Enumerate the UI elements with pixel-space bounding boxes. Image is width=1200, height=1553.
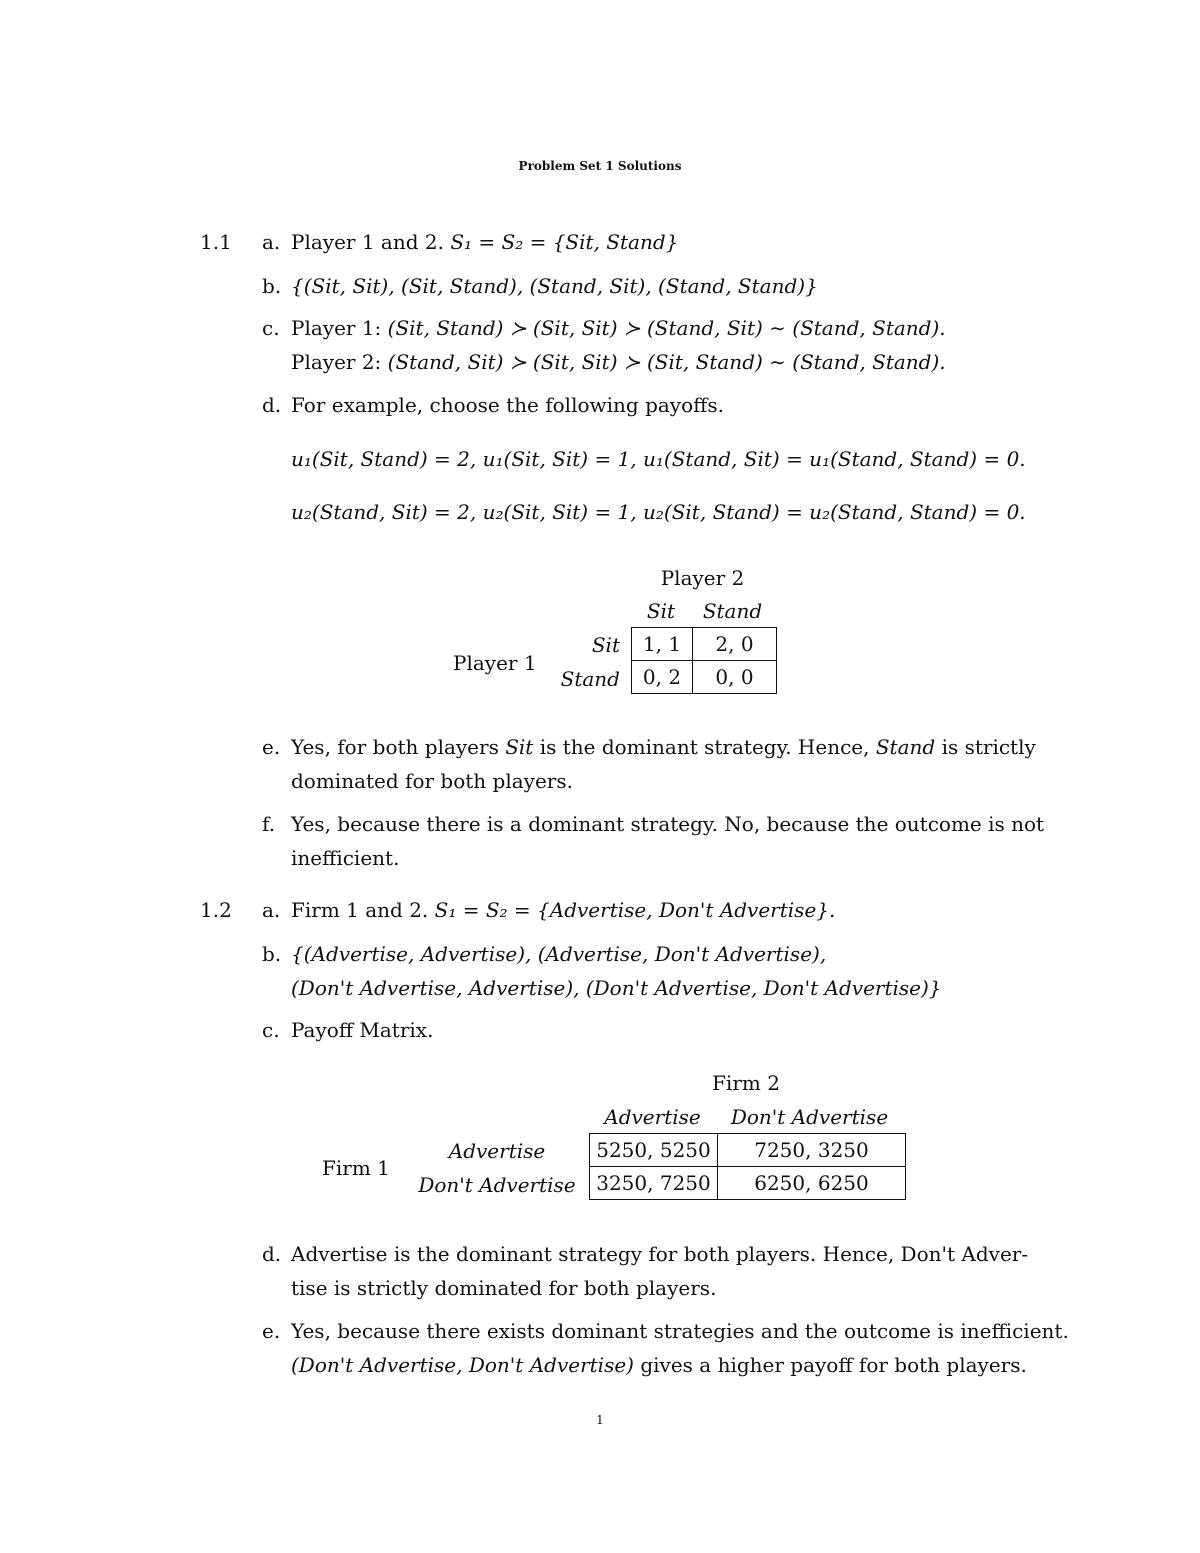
item-1-1-c-line1 — [291, 318, 946, 338]
item-1-1-f-line2: inefficient. — [291, 846, 400, 870]
row-label: Sit — [591, 633, 620, 657]
item-marker: b. — [262, 942, 282, 966]
row-player-label: Player 1 — [453, 651, 537, 675]
preference-ordering: (Sit, Stand) ≻ (Sit, Sit) ≻ (Stand, Sit) ∼ (Stand, Stand). — [387, 316, 946, 340]
item-1-1-a — [291, 232, 678, 252]
item-1-2-c: Payoff Matrix. — [291, 1018, 434, 1042]
column-label: Don't Advertise — [730, 1105, 889, 1129]
item-text: is the dominant strategy. Hence, — [539, 735, 870, 759]
item-1-2-e-line2 — [291, 1355, 1027, 1375]
item-1-2-b-line2: (Don't Advertise, Advertise), (Don't Advertise, Don't Advertise)} — [291, 976, 942, 1000]
item-1-2-a — [291, 900, 835, 920]
item-text: Yes, for both players — [291, 735, 499, 759]
item-1-1-f-line1: Yes, because there is a dominant strategy. No, because the outcome is not — [291, 812, 1045, 836]
column-player-label: Firm 2 — [712, 1071, 780, 1095]
page-title: Problem Set 1 Solutions — [518, 159, 682, 173]
item-marker: a. — [262, 898, 281, 922]
item-1-2-d-line2: tise is strictly dominated for both players. — [291, 1276, 717, 1300]
item-1-2-d-line1: Advertise is the dominant strategy for both players. Hence, Don't Adver- — [291, 1242, 1029, 1266]
row-label: Stand — [560, 667, 620, 691]
item-1-1-b: {(Sit, Sit), (Sit, Stand), (Stand, Sit), (Stand, Stand)} — [291, 274, 818, 298]
preference-ordering: (Stand, Sit) ≻ (Sit, Sit) ≻ (Sit, Stand) ∼ (Stand, Stand). — [387, 350, 946, 374]
item-marker: d. — [262, 1242, 282, 1266]
row-label: Advertise — [448, 1139, 546, 1163]
payoff-cell: 1, 1 — [632, 628, 693, 661]
payoff-cell: 2, 0 — [693, 628, 777, 661]
item-marker: c. — [262, 316, 280, 340]
strategy-profile: (Don't Advertise, Don't Advertise) — [291, 1353, 634, 1377]
item-text: Player 1 and 2. — [291, 230, 444, 254]
item-marker: d. — [262, 393, 282, 417]
item-1-2-e-line1: Yes, because there exists dominant strategies and the outcome is inefficient. — [291, 1319, 1069, 1343]
item-marker: c. — [262, 1018, 280, 1042]
math-expression: S₁ = S₂ = {Advertise, Don't Advertise}. — [434, 898, 836, 922]
item-marker: f. — [262, 812, 276, 836]
column-label: Stand — [702, 599, 763, 623]
item-1-1-d: For example, choose the following payoffs. — [291, 393, 724, 417]
item-1-2-b-line1: {(Advertise, Advertise), (Advertise, Don't Advertise), — [291, 942, 827, 966]
item-marker: e. — [262, 1319, 281, 1343]
page-number: 1 — [596, 1413, 604, 1427]
column-player-label: Player 2 — [660, 566, 745, 590]
payoff-cell: 0, 2 — [632, 661, 693, 694]
item-marker: e. — [262, 735, 281, 759]
column-label: Advertise — [604, 1105, 701, 1129]
item-marker: b. — [262, 274, 282, 298]
item-text: is strictly — [941, 735, 1036, 759]
strategy-name: Stand — [875, 735, 936, 759]
row-label: Don't Advertise — [418, 1173, 576, 1197]
payoff-cell: 0, 0 — [693, 661, 777, 694]
item-1-1-e-line1 — [291, 737, 1036, 757]
player-label: Player 2: — [291, 350, 382, 374]
row-player-label: Firm 1 — [322, 1156, 390, 1180]
item-1-1-e-line2: dominated for both players. — [291, 769, 573, 793]
item-text: Firm 1 and 2. — [291, 898, 429, 922]
payoff-cell: 3250, 7250 — [590, 1167, 718, 1200]
payoff-matrix-1-1 — [631, 627, 777, 694]
problem-number-1-2: 1.2 — [200, 898, 232, 922]
item-text: gives a higher payoff for both players. — [640, 1353, 1027, 1377]
math-expression: S₁ = S₂ = {Sit, Stand} — [450, 230, 679, 254]
strategy-name: Sit — [505, 735, 534, 759]
payoff-cell: 5250, 5250 — [590, 1134, 718, 1167]
payoff-u1: u₁(Sit, Stand) = 2, u₁(Sit, Sit) = 1, u₁(Stand, Sit) = u₁(Stand, Stand) = 0. — [291, 447, 1026, 471]
player-label: Player 1: — [291, 316, 382, 340]
payoff-cell: 6250, 6250 — [718, 1167, 906, 1200]
column-label: Sit — [646, 599, 676, 623]
problem-number-1-1: 1.1 — [200, 230, 232, 254]
item-marker: a. — [262, 230, 281, 254]
payoff-matrix-1-2 — [589, 1133, 906, 1200]
payoff-cell: 7250, 3250 — [718, 1134, 906, 1167]
payoff-u2: u₂(Stand, Sit) = 2, u₂(Sit, Sit) = 1, u₂(Sit, Stand) = u₂(Stand, Stand) = 0. — [291, 500, 1026, 524]
item-1-1-c-line2 — [291, 352, 946, 372]
